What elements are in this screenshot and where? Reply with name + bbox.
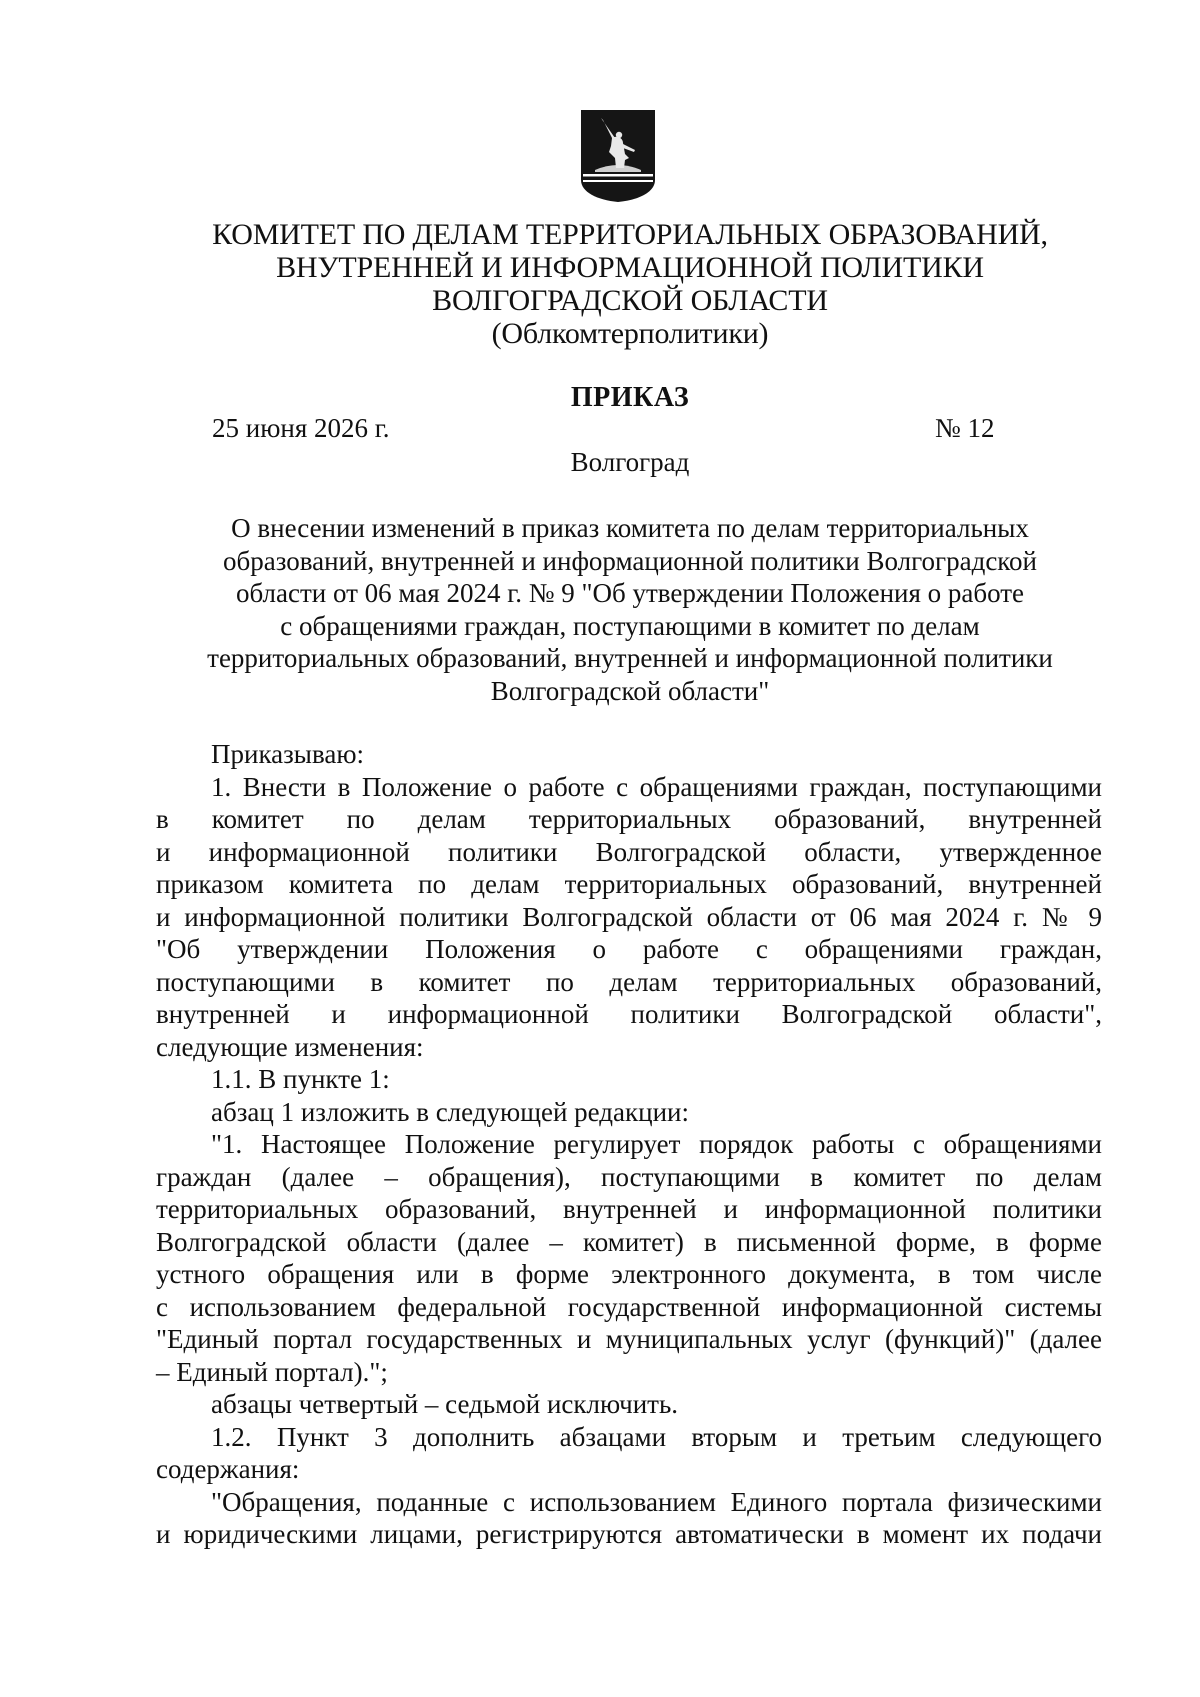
- organization-title: [150, 218, 1110, 350]
- subject-line: территориальных образований, внутренней и информационной политики: [207, 643, 1053, 673]
- subject-line: области от 06 мая 2024 г. № 9 "Об утверждении Положения о работе: [235, 578, 1025, 608]
- org-title-line-3: ВОЛГОГРАДСКОЙ ОБЛАСТИ: [432, 284, 828, 317]
- body-line: в комитет по делам территориальных образований, внутренней: [156, 804, 1102, 834]
- coat-of-arms-icon: [579, 108, 657, 204]
- org-title-line-1: КОМИТЕТ ПО ДЕЛАМ ТЕРРИТОРИАЛЬНЫХ ОБРАЗОВАНИЙ,: [212, 218, 1048, 251]
- body-line: Приказываю:: [211, 739, 364, 769]
- body-line: территориальных образований, внутренней и информационной политики: [156, 1194, 1102, 1224]
- body-line: 1.1. В пункте 1:: [211, 1064, 390, 1094]
- body-line: внутренней и информационной политики Волгоградской области",: [156, 999, 1102, 1029]
- body-line: приказом комитета по делам территориальных образований, внутренней: [156, 869, 1102, 899]
- body-line: и юридическими лицами, регистрируются автоматически в момент их подачи: [156, 1519, 1102, 1549]
- order-city: Волгоград: [570, 447, 690, 477]
- subject-line: образований, внутренней и информационной политики Волгоградской: [223, 545, 1037, 576]
- body-line: содержания:: [156, 1454, 300, 1484]
- body-line: и информационной политики Волгоградской области, утвержденное: [156, 836, 1102, 867]
- order-date: 25 июня 2026 г.: [212, 413, 390, 443]
- body-line: 1.2. Пункт 3 дополнить абзацами вторым и третьим следующего: [211, 1421, 1102, 1452]
- body-line: поступающими в комитет по делам территориальных образований,: [156, 966, 1102, 997]
- org-title-line-2: ВНУТРЕННЕЙ И ИНФОРМАЦИОННОЙ ПОЛИТИКИ: [276, 251, 984, 284]
- subject-line: с обращениями граждан, поступающими в комитет по делам: [280, 610, 980, 641]
- body-line: следующие изменения:: [156, 1031, 424, 1062]
- org-short-name: (Облкомтерполитики): [491, 317, 769, 350]
- body-line: устного обращения или в форме электронного документа, в том числе: [156, 1259, 1102, 1289]
- body-line: и информационной политики Волгоградской области от 06 мая 2024 г. № 9: [156, 901, 1102, 932]
- document-type: ПРИКАЗ: [570, 382, 690, 413]
- order-number: № 12: [935, 413, 995, 443]
- body-line: абзац 1 изложить в следующей редакции:: [211, 1096, 689, 1127]
- subject-line: О внесении изменений в приказ комитета по делам территориальных: [231, 513, 1029, 543]
- body-line: 1. Внести в Положение о работе с обращениями граждан, поступающими: [211, 771, 1102, 802]
- body-line: "Обращения, поданные с использованием Единого портала физическими: [211, 1486, 1102, 1517]
- order-body: [156, 738, 1102, 1551]
- body-line: "Об утверждении Положения о работе с обращениями граждан,: [156, 934, 1102, 964]
- body-line: "1. Настоящее Положение регулирует порядок работы с обращениями: [211, 1129, 1102, 1159]
- subject-line: Волгоградской области": [490, 675, 770, 706]
- body-line: "Единый портал государственных и муниципальных услуг (функций)" (далее: [156, 1324, 1102, 1354]
- body-line: – Единый портал).";: [156, 1356, 388, 1387]
- body-line: абзацы четвертый – седьмой исключить.: [211, 1389, 679, 1419]
- order-subject: [150, 512, 1110, 707]
- body-line: с использованием федеральной государственной информационной системы: [156, 1291, 1102, 1322]
- body-line: Волгоградской области (далее – комитет) в письменной форме, в форме: [156, 1226, 1102, 1257]
- body-line: граждан (далее – обращения), поступающими в комитет по делам: [156, 1161, 1102, 1192]
